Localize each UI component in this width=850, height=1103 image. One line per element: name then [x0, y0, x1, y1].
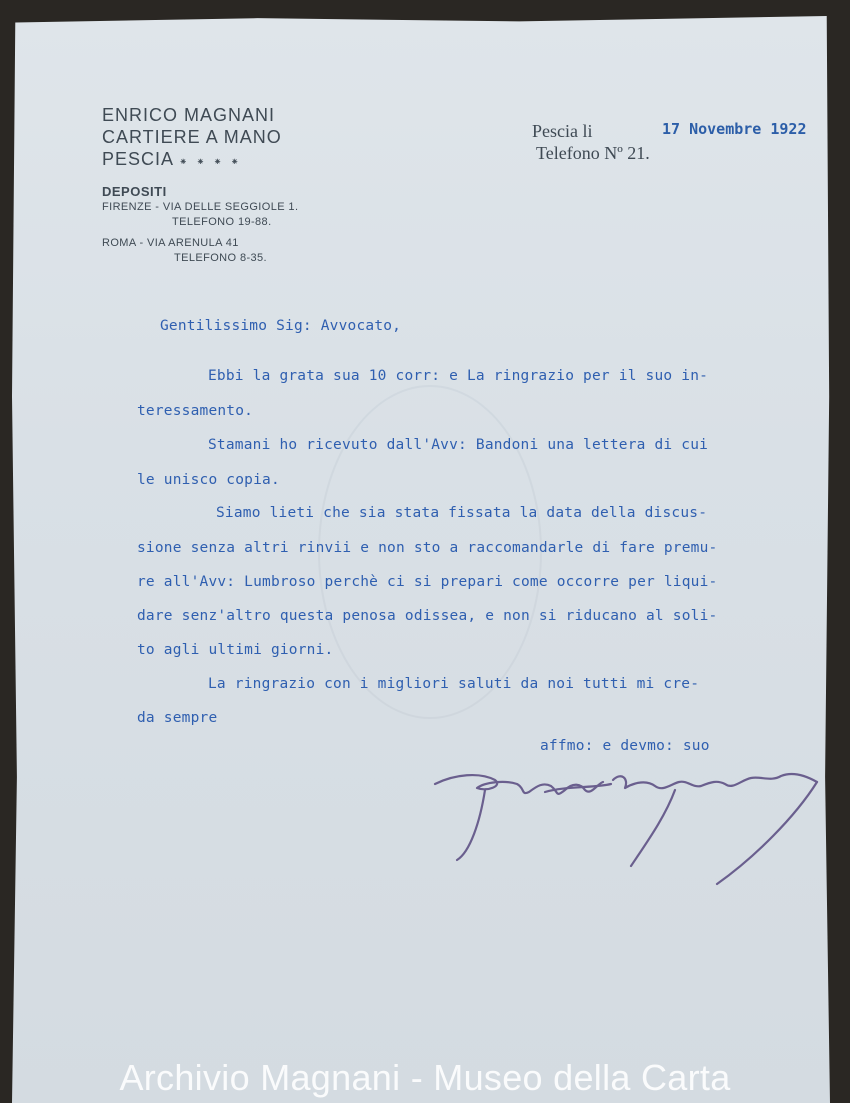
dateline	[532, 120, 650, 164]
body-line: sione senza altri rinvii e non sto a raccomandarle di fare premu-	[137, 540, 718, 556]
dateline-phone: Telefono Nº 21.	[536, 143, 650, 163]
body-line: da sempre	[137, 710, 218, 726]
salutation: Gentilissimo Sig: Avvocato,	[160, 318, 402, 334]
body-line: Ebbi la grata sua 10 corr: e La ringrazio per il suo in-	[208, 368, 709, 384]
firenze-address: FIRENZE - VIA DELLE SEGGIOLE 1.	[102, 201, 299, 213]
roma-address: ROMA - VIA ARENULA 41	[102, 237, 239, 249]
body-line: le unisco copia.	[137, 472, 280, 488]
body-line: Stamani ho ricevuto dall'Avv: Bandoni una lettera di cui	[208, 437, 709, 453]
dateline-place: Pescia li	[532, 121, 593, 141]
handwritten-signature	[425, 762, 830, 892]
body-line: teressamento.	[137, 403, 254, 419]
body-line: dare senz'altro questa penosa odissea, e non si riducano al soli-	[137, 608, 718, 624]
company-name: ENRICO MAGNANI	[102, 105, 276, 125]
company-town	[102, 148, 298, 174]
letter-date: 17 Novembre 1922	[662, 120, 807, 138]
company-town-text: PESCIA	[102, 149, 174, 169]
body-line: Siamo lieti che sia stata fissata la data della discus-	[216, 505, 708, 521]
closing: affmo: e devmo: suo	[540, 738, 710, 754]
firenze-phone: TELEFONO 19-88.	[172, 216, 272, 228]
archive-watermark: Archivio Magnani - Museo della Carta	[119, 1057, 731, 1098]
depositi-label: DEPOSITI	[102, 184, 167, 199]
body-line: to agli ultimi giorni.	[137, 642, 334, 658]
company-business: CARTIERE A MANO	[102, 127, 282, 147]
roma-phone: TELEFONO 8-35.	[174, 252, 268, 264]
company-town-dots: ⁕ ⁕ ⁕ ⁕	[179, 157, 242, 168]
body-line: re all'Avv: Lumbroso perchè ci si prepari come occorre per liqui-	[137, 574, 718, 590]
letterhead	[102, 104, 298, 267]
body-line: La ringrazio con i migliori saluti da noi tutti mi cre-	[208, 676, 700, 692]
